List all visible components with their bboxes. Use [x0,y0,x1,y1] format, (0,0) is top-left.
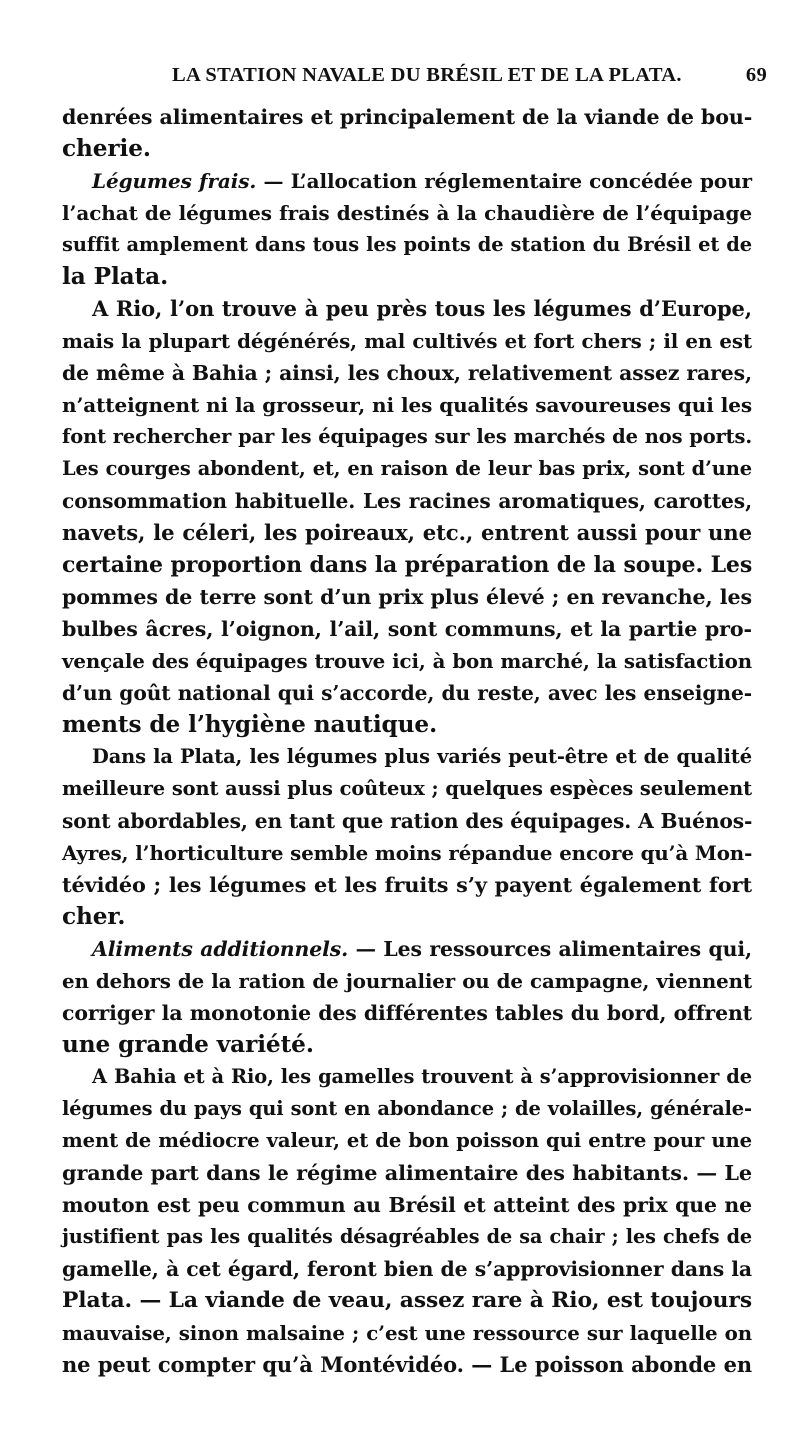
text-line [62,453,752,485]
text-segment: ne peut compter qu’à Montévidéo. — Le poisson abonde en [62,1352,752,1377]
text-segment: ment de médiocre valeur, et de bon poisson qui entre pour une [62,1129,752,1152]
text-segment: en dehors de la ration de journalier ou de campagne, viennent [62,969,752,993]
text-segment: Plata. — La viande de veau, assez rare à Rio, est toujours [62,1288,752,1313]
running-title: LA STATION NAVALE DU BRÉSIL ET DE LA PLATA. [172,64,682,86]
text-segment: suffit amplement dans tous les points de station du Brésil et de [62,233,752,256]
text-line [62,1125,752,1157]
text-segment: bulbes âcres, l’oignon, l’ail, sont communs, et la partie pro- [62,617,752,641]
text-segment: font rechercher par les équipages sur les marchés de nos ports. [62,425,752,448]
text-line [62,421,752,453]
text-line [62,101,752,133]
text-line [62,869,752,901]
text-line [62,485,752,517]
text-line [62,229,752,261]
italic-heading: Aliments additionnels. [92,937,349,961]
text-line [62,805,752,837]
text-segment: corriger la monotonie des différentes tables du bord, offrent [62,1001,752,1025]
italic-heading: Légumes frais. [92,169,257,193]
text-segment: justifient pas les qualités désagréables de sa chair ; les chefs de [62,1225,752,1248]
text-line [62,837,752,869]
text-segment: meilleure sont aussi plus coûteux ; quelques espèces seulement [62,777,752,800]
text-line [62,1157,752,1189]
text-line [62,581,752,613]
text-segment: mauvaise, sinon malsaine ; c’est une ressource sur laquelle on [62,1321,752,1345]
text-segment: mouton est peu commun au Brésil et atteint des prix que ne [62,1193,752,1217]
text-segment: légumes du pays qui sont en abondance ; de volailles, générale- [62,1097,752,1120]
text-segment: l’achat de légumes frais destinés à la chaudière de l’équipage [62,201,752,225]
text-segment: la Plata. [62,263,169,290]
text-line [62,677,752,709]
text-segment: Dans la Plata, les légumes plus variés peut-être et de qualité [92,745,752,768]
running-head [62,64,767,100]
text-segment: vençale des équipages trouve ici, à bon marché, la satisfaction [62,649,752,673]
text-line [62,645,752,677]
text-line [62,1349,752,1381]
text-segment: A Rio, l’on trouve à peu près tous les légumes d’Europe, [92,296,752,321]
text-segment: d’un goût national qui s’accorde, du reste, avec les enseigne- [62,681,752,705]
text-segment: tévidéo ; les légumes et les fruits s’y payent également fort [62,872,752,897]
text-line [62,133,752,165]
text-line [62,197,752,229]
text-segment: consommation habituelle. Les racines aromatiques, carottes, [62,489,752,513]
text-segment: certaine proportion dans la préparation de la soupe. Les [62,552,753,578]
text-segment: sont abordables, en tant que ration des équipages. A Buénos- [62,809,753,833]
text-line [62,997,752,1029]
text-line [62,709,752,741]
text-line [62,773,752,805]
text-line [62,1189,752,1221]
text-segment: gamelle, à cet égard, feront bien de s’approvisionner dans la [62,1257,752,1281]
text-line [62,1221,752,1253]
text-segment: de même à Bahia ; ainsi, les choux, relativement assez rares, [62,361,752,385]
text-line [62,389,752,421]
text-segment: denrées alimentaires et principalement de la viande de bou- [62,105,753,129]
text-segment: navets, le céleri, les poireaux, etc., entrent aussi pour une [62,520,752,545]
text-segment: une grande variété. [62,1031,314,1058]
text-segment: Ayres, l’horticulture semble moins répandue encore qu’à Mon- [62,841,753,865]
text-segment: A Bahia et à Rio, les gamelles trouvent à s’approvisionner de [92,1065,752,1088]
text-line [62,517,752,549]
text-segment: — L’allocation réglementaire concédée pour [256,169,752,193]
text-line [62,741,752,773]
text-segment: pommes de terre sont d’un prix plus élevé ; en revanche, les [62,585,752,609]
text-line [62,1029,752,1061]
text-segment: mais la plupart dégénérés, mal cultivés et fort chers ; il en est [62,329,752,353]
text-line [62,1093,752,1125]
text-line [62,1061,752,1093]
text-line [62,613,752,645]
text-line [62,357,752,389]
text-line [62,261,752,293]
text-segment: — Les ressources alimentaires qui, [348,937,753,961]
text-segment: n’atteignent ni la grosseur, ni les qualités savoureuses qui les [62,393,752,417]
text-segment: ments de l’hygiène nautique. [62,711,438,738]
text-line [62,901,752,933]
text-line [62,549,752,581]
page-number: 69 [745,64,767,86]
text-segment: cher. [62,903,126,930]
text-line [62,1317,752,1349]
text-line [62,965,752,997]
text-line [62,1253,752,1285]
text-line [62,165,752,197]
text-segment: cherie. [62,135,151,162]
text-line [62,325,752,357]
text-segment: Les courges abondent, et, en raison de leur bas prix, sont d’une [62,457,752,480]
text-line [62,933,752,965]
body-text [62,101,752,1381]
text-line [62,293,752,325]
text-line [62,1285,752,1317]
text-segment: grande part dans le régime alimentaire des habitants. — Le [62,1160,752,1185]
